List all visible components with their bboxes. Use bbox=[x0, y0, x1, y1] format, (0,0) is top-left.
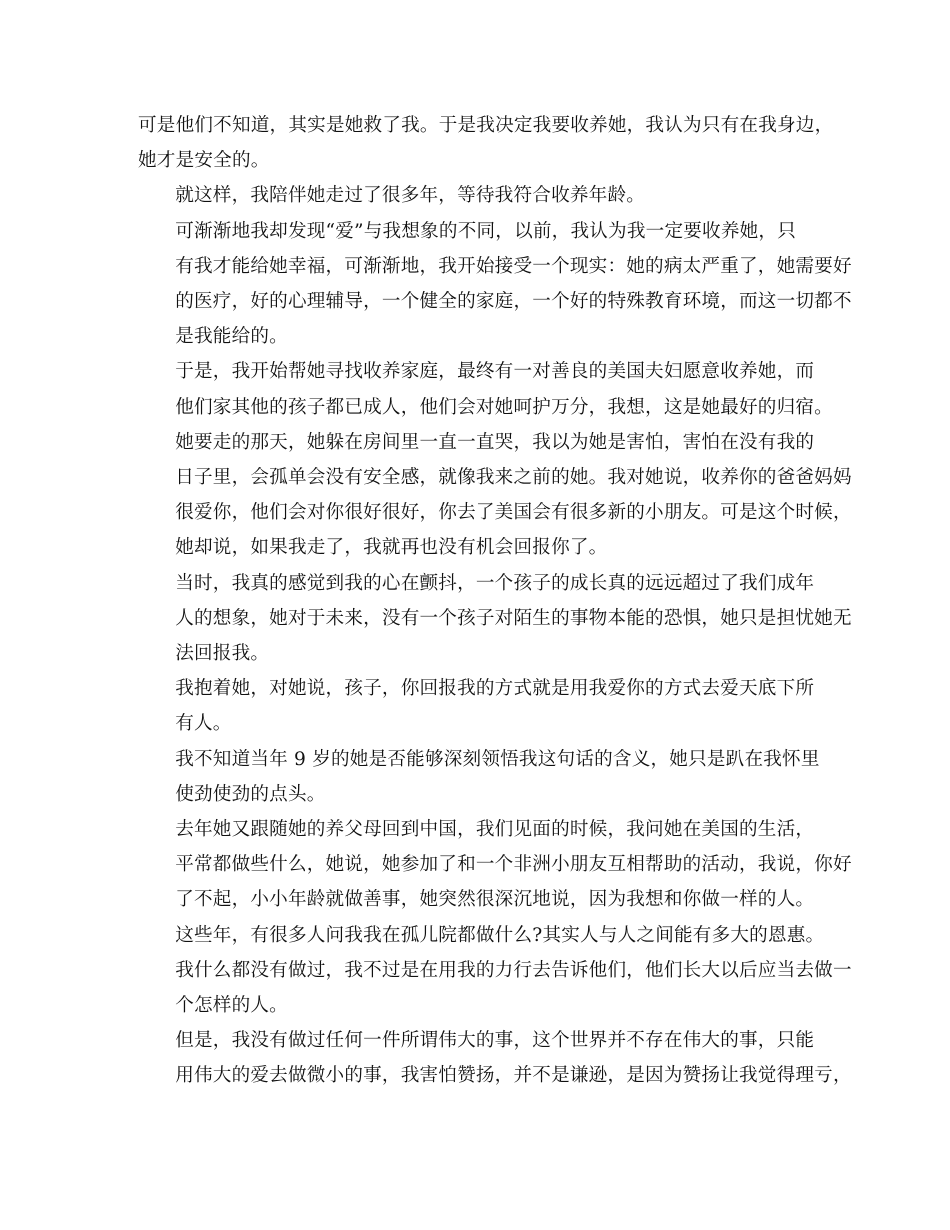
paragraph bbox=[138, 354, 833, 424]
text-line: 有人。 bbox=[175, 713, 232, 735]
text-line: 她却说，如果我走了，我就再也没有机会回报你了。 bbox=[175, 537, 608, 559]
paragraph bbox=[138, 918, 852, 1024]
text-line: 人的想象，她对于未来，没有一个孩子对陌生的事物本能的恐惧，她只是担忧她无 bbox=[175, 607, 852, 629]
text-line: 有我才能给她幸福，可渐渐地，我开始接受一个现实：她的病太严重了，她需要好 bbox=[175, 255, 852, 277]
text-line: 我什么都没有做过，我不过是在用我的力行去告诉他们，他们长大以后应当去做一 bbox=[175, 959, 852, 981]
paragraph bbox=[138, 178, 818, 213]
text-line: 使劲使劲的点头。 bbox=[175, 783, 326, 805]
paragraph bbox=[138, 214, 852, 355]
paragraph bbox=[138, 812, 852, 918]
text-line: 是我能给的。 bbox=[175, 326, 288, 348]
text-line: 这些年，有很多人问我我在孤儿院都做什么?其实人与人之间能有多大的恩惠。 bbox=[175, 924, 825, 946]
paragraph bbox=[138, 108, 834, 178]
paragraph bbox=[138, 671, 818, 741]
text-line: 可渐渐地我却发现“爱”与我想象的不同，以前，我认为我一定要收养她，只 bbox=[175, 220, 797, 242]
paragraph bbox=[138, 1023, 852, 1093]
paragraph bbox=[138, 425, 852, 566]
text-line: 可是他们不知道，其实是她救了我。于是我决定我要收养她，我认为只有在我身边， bbox=[138, 115, 834, 136]
text-line: 于是，我开始帮她寻找收养家庭，最终有一对善良的美国夫妇愿意收养她，而 bbox=[175, 361, 815, 383]
text-line: 了不起，小小年龄就做善事，她突然很深沉地说，因为我想和你做一样的人。 bbox=[175, 889, 815, 911]
text-line: 当时，我真的感觉到我的心在颤抖，一个孩子的成长真的远远超过了我们成年 bbox=[175, 572, 815, 594]
text-line: 用伟大的爱去做微小的事，我害怕赞扬，并不是谦逊，是因为赞扬让我觉得理亏， bbox=[175, 1065, 852, 1087]
text-line: 我抱着她，对她说，孩子，你回报我的方式就是用我爱你的方式去爱天底下所 bbox=[175, 678, 815, 700]
text-line: 她要走的那天，她躲在房间里一直一直哭，我以为她是害怕，害怕在没有我的 bbox=[175, 431, 815, 453]
text-line: 她才是安全的。 bbox=[138, 150, 270, 172]
paragraph bbox=[138, 566, 852, 672]
text-line: 很爱你，他们会对你很好很好，你去了美国会有很多新的小朋友。可是这个时候， bbox=[175, 502, 852, 524]
text-line: 的医疗，好的心理辅导，一个健全的家庭，一个好的特殊教育环境，而这一切都不 bbox=[175, 291, 852, 313]
paragraph bbox=[138, 742, 818, 812]
text-line: 法回报我。 bbox=[175, 643, 270, 665]
text-line: 个怎样的人。 bbox=[175, 995, 288, 1017]
text-line: 就这样，我陪伴她走过了很多年，等待我符合收养年龄。 bbox=[175, 185, 646, 207]
document-body bbox=[138, 108, 852, 1094]
text-line: 我不知道当年 9 岁的她是否能够深刻领悟我这句话的含义，她只是趴在我怀里 bbox=[175, 748, 820, 770]
text-line: 他们家其他的孩子都已成人，他们会对她呵护万分，我想，这是她最好的归宿。 bbox=[175, 396, 833, 418]
text-line: 平常都做些什么，她说，她参加了和一个非洲小朋友互相帮助的活动，我说，你好 bbox=[175, 854, 852, 876]
text-line: 日子里，会孤单会没有安全感，就像我来之前的她。我对她说，收养你的爸爸妈妈 bbox=[175, 467, 852, 489]
text-line: 去年她又跟随她的养父母回到中国，我们见面的时候，我问她在美国的生活， bbox=[175, 819, 815, 841]
text-line: 但是，我没有做过任何一件所谓伟大的事，这个世界并不存在伟大的事，只能 bbox=[175, 1030, 815, 1052]
